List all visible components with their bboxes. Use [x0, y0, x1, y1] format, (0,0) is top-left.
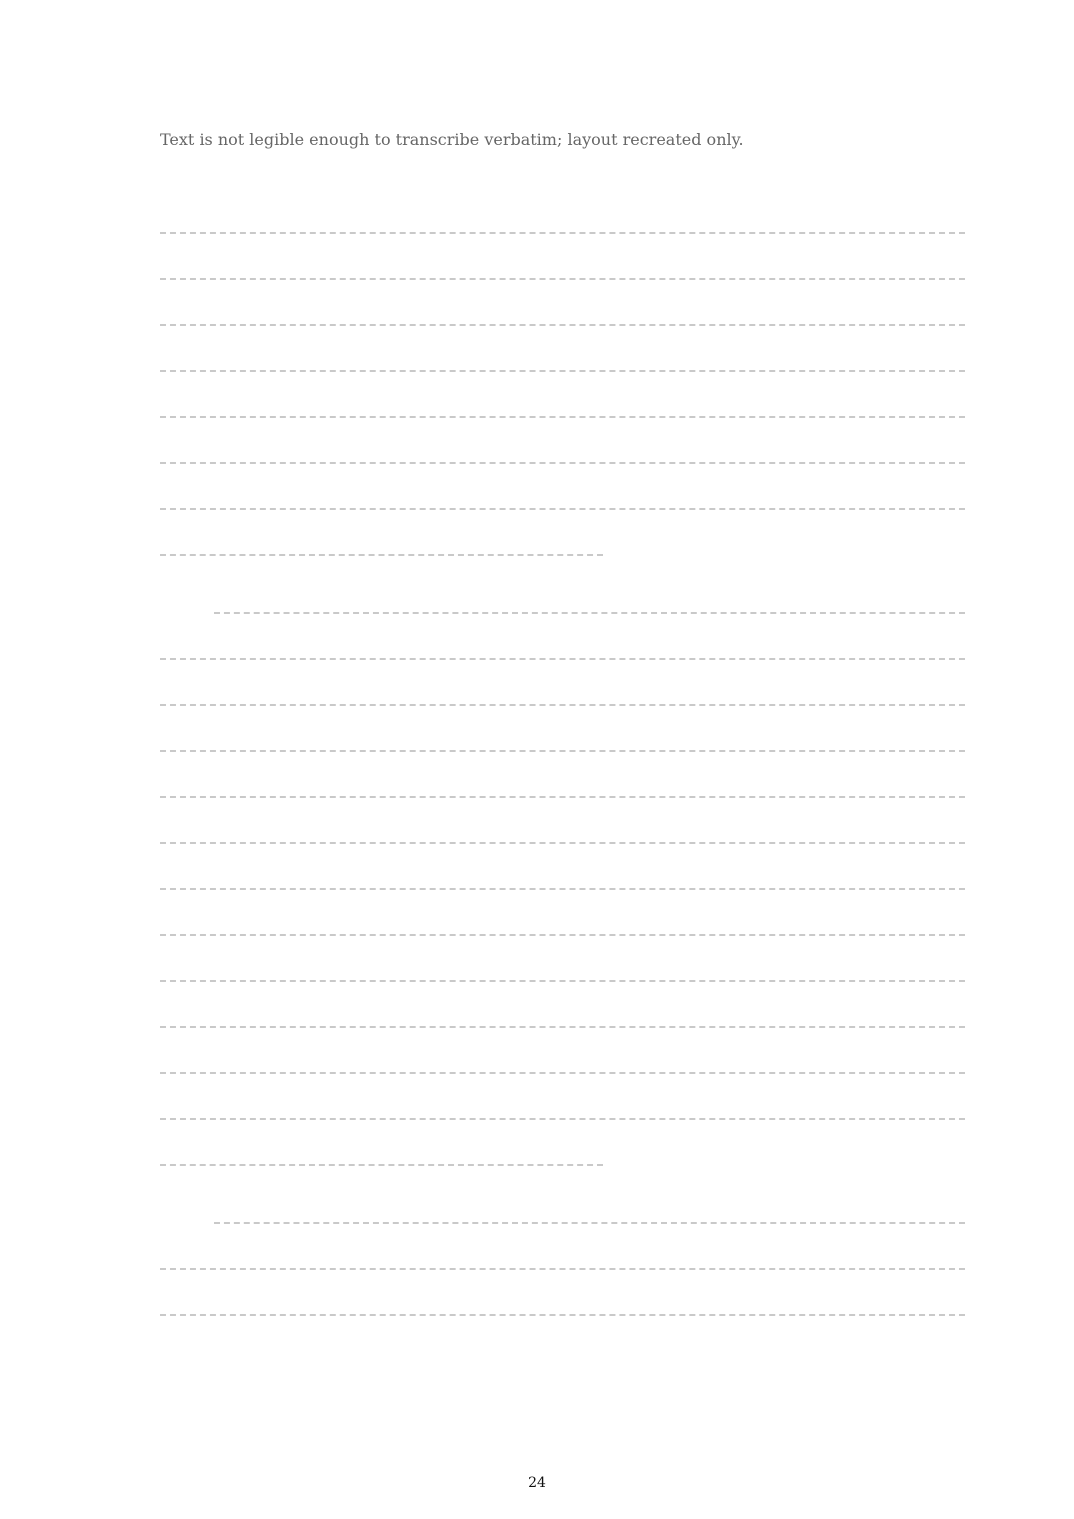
text-line-placeholder [160, 982, 965, 1028]
text-line-placeholder [160, 706, 965, 752]
text-line-placeholder [160, 372, 965, 418]
text-line-placeholder [160, 890, 965, 936]
text-line-placeholder [160, 660, 965, 706]
text-line-placeholder [214, 568, 965, 614]
body-text [160, 188, 965, 1316]
page-number: 24 [528, 1475, 546, 1491]
text-line-placeholder [160, 798, 965, 844]
text-line-placeholder [160, 936, 965, 982]
text-line-placeholder [160, 464, 965, 510]
transcription-note: Text is not legible enough to transcribe verbatim; layout recreated only. [160, 130, 744, 149]
text-line-placeholder [160, 844, 965, 890]
text-line-placeholder [160, 418, 965, 464]
text-line-placeholder [160, 752, 965, 798]
text-line-placeholder [160, 234, 965, 280]
text-line-placeholder [160, 614, 965, 660]
text-line-placeholder [160, 1028, 965, 1074]
text-line-placeholder [160, 1224, 965, 1270]
text-line-placeholder [160, 1270, 965, 1316]
text-line-placeholder [160, 188, 965, 234]
text-line-placeholder [160, 326, 965, 372]
text-line-placeholder [160, 1120, 603, 1166]
text-line-placeholder [214, 1178, 965, 1224]
text-line-placeholder [160, 510, 603, 556]
text-line-placeholder [160, 1074, 965, 1120]
text-line-placeholder [160, 280, 965, 326]
